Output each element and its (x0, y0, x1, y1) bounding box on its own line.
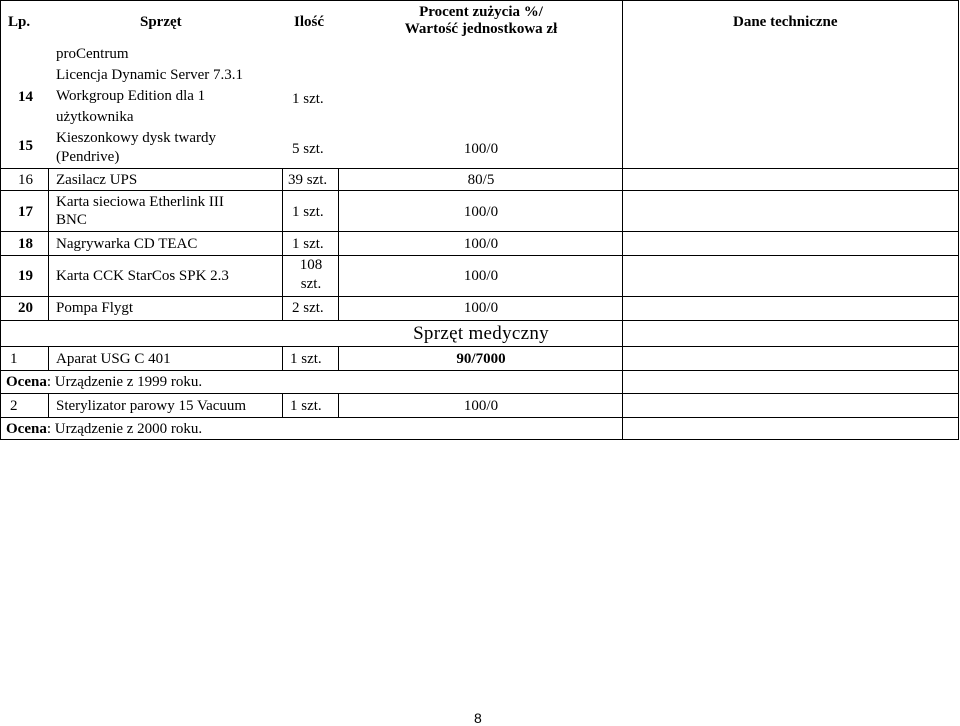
table-border (0, 393, 958, 394)
row-name: Sterylizator parowy 15 Vacuum (56, 398, 247, 414)
row-value: 100/0 (463, 300, 499, 316)
row-value: 100/0 (463, 204, 499, 220)
row-lp: 2 (10, 398, 18, 414)
table-border (958, 0, 959, 440)
table-border (0, 168, 958, 169)
row-qty: 1 szt. (292, 91, 324, 107)
section-title: Sprzęt medyczny (413, 323, 549, 344)
table-border (0, 255, 958, 256)
row-qty (284, 257, 338, 295)
row-lp: 20 (18, 300, 33, 316)
table-border (0, 0, 1, 440)
row-name: Nagrywarka CD TEAC (56, 236, 198, 252)
table-border (338, 346, 339, 370)
row-value: 100/0 (463, 141, 499, 157)
row-ocena (6, 374, 202, 391)
ocena-text: : Urządzenie z 1999 roku. (46, 374, 203, 390)
row-name (56, 46, 243, 130)
header-dane: Dane techniczne (733, 14, 838, 30)
row-value: 100/0 (463, 236, 499, 252)
table-border (0, 346, 958, 347)
row-name-line: proCentrum (56, 46, 129, 62)
ocena-label: Ocena (6, 421, 47, 437)
table-border (0, 190, 958, 191)
row-value: 90/7000 (456, 351, 506, 367)
row-qty: 39 szt. (288, 172, 328, 188)
table-border (0, 296, 958, 297)
row-qty: 1 szt. (292, 204, 324, 220)
table-border (0, 0, 958, 1)
row-qty-line: 108 (299, 257, 323, 273)
row-name-line: Licencja Dynamic Server 7.3.1 (56, 67, 244, 83)
header-procent-line1: Procent zużycia %/ (419, 4, 543, 20)
row-name: Aparat USG C 401 (56, 351, 171, 367)
header-procent (340, 4, 622, 38)
header-sprzet: Sprzęt (140, 14, 182, 30)
row-value: 80/5 (467, 172, 495, 188)
ocena-label: Ocena (6, 374, 47, 390)
page-number: 8 (474, 710, 482, 726)
row-name-line: Kieszonkowy dysk twardy (56, 130, 216, 146)
row-value: 100/0 (463, 398, 499, 414)
row-name-line: Workgroup Edition dla 1 (56, 88, 206, 104)
ocena-text: : Urządzenie z 2000 roku. (46, 421, 203, 437)
header-ilosc: Ilość (294, 14, 324, 30)
table-border (282, 346, 283, 370)
row-ocena (6, 421, 202, 438)
row-qty: 1 szt. (290, 351, 322, 367)
row-lp: 17 (18, 204, 33, 220)
row-lp: 14 (18, 89, 33, 105)
row-qty: 5 szt. (292, 141, 324, 157)
table-border (282, 393, 283, 417)
table-border (282, 168, 283, 321)
header-lp: Lp. (8, 14, 31, 30)
table-border (0, 231, 958, 232)
row-qty-line: szt. (300, 276, 322, 292)
row-name-line: Karta sieciowa Etherlink III (56, 194, 224, 210)
table-border (338, 393, 339, 417)
row-name (56, 130, 216, 168)
row-name (56, 194, 224, 230)
row-lp: 1 (10, 351, 18, 367)
row-name-line: (Pendrive) (56, 149, 120, 165)
row-lp: 15 (18, 138, 33, 154)
row-qty: 1 szt. (292, 236, 324, 252)
row-name: Zasilacz UPS (56, 172, 138, 188)
row-value: 100/0 (463, 268, 499, 284)
table-border (0, 439, 958, 440)
row-name-line: BNC (56, 212, 87, 228)
row-qty: 1 szt. (290, 398, 322, 414)
table-border (0, 417, 958, 418)
row-name: Pompa Flygt (56, 300, 134, 316)
table-border (0, 370, 958, 371)
table-border (48, 168, 49, 321)
header-procent-line2: Wartość jednostkowa zł (404, 21, 558, 37)
row-lp: 19 (18, 268, 33, 284)
row-lp: 16 (18, 172, 33, 188)
row-name-line: użytkownika (56, 109, 134, 125)
table-border (338, 168, 339, 321)
row-qty: 2 szt. (292, 300, 324, 316)
row-lp: 18 (18, 236, 33, 252)
table-border (48, 393, 49, 417)
table-border (48, 346, 49, 370)
table-border (0, 320, 958, 321)
row-name: Karta CCK StarCos SPK 2.3 (56, 268, 229, 284)
table-border (622, 0, 623, 440)
